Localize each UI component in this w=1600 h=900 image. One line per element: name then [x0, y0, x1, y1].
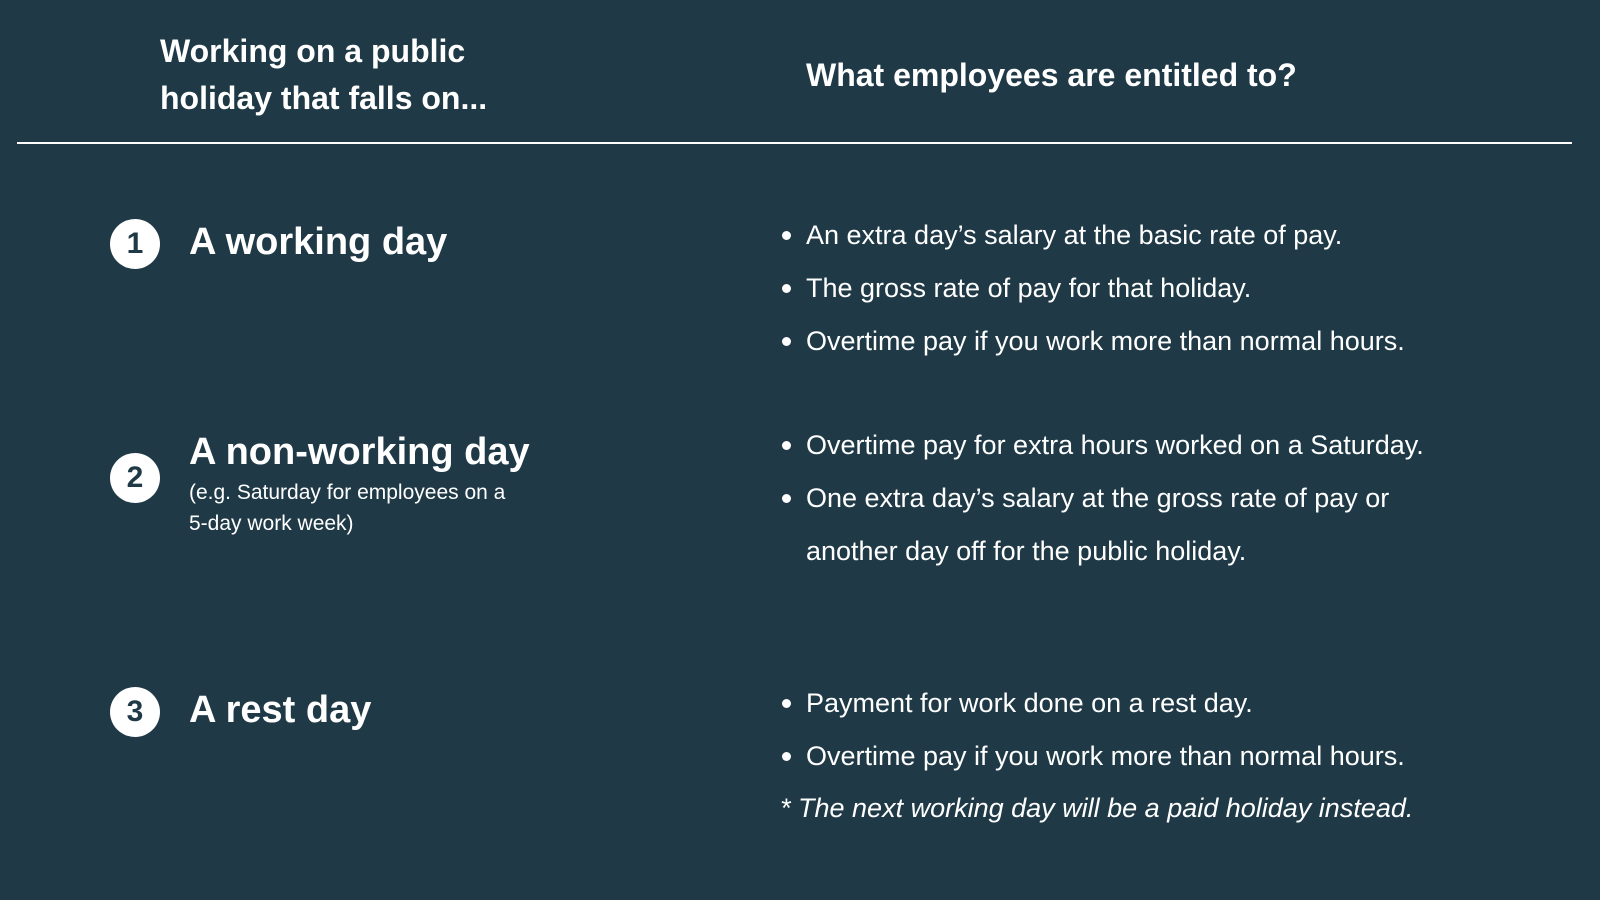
header-divider: [17, 142, 1572, 144]
row-2-title: A non-working day: [189, 431, 530, 473]
left-heading-line-2: holiday that falls on...: [160, 80, 488, 116]
list-item: Payment for work done on a rest day.: [780, 677, 1405, 730]
rest-day-footnote: * The next working day will be a paid holiday instead.: [780, 793, 1414, 823]
list-item-continuation: another day off for the public holiday.: [806, 536, 1247, 566]
list-item: Overtime pay if you work more than normal hours.: [780, 730, 1405, 783]
row-3-number-badge: 3: [110, 687, 160, 737]
row-2-note: [189, 477, 589, 539]
row-3-entitlements: [780, 677, 1405, 783]
row-2-entitlements: [780, 419, 1424, 578]
row-3-title: A rest day: [189, 689, 372, 731]
row-2-note-line-1: (e.g. Saturday for employees on a: [189, 481, 506, 504]
right-column-heading: What employees are entitled to?: [806, 57, 1297, 93]
list-item: Overtime pay if you work more than normal hours.: [780, 315, 1405, 368]
list-item: The gross rate of pay for that holiday.: [780, 262, 1405, 315]
left-heading-line-1: Working on a public: [160, 33, 466, 69]
left-column-heading: [160, 28, 580, 122]
list-item: Overtime pay for extra hours worked on a Saturday.: [780, 419, 1424, 472]
row-2-number-badge: 2: [110, 453, 160, 503]
row-1-title: A working day: [189, 221, 448, 263]
list-item: One extra day’s salary at the gross rate of pay or: [780, 472, 1424, 525]
row-1-entitlements: [780, 209, 1405, 368]
row-1-number-badge: 1: [110, 219, 160, 269]
row-2-note-line-2: 5-day work week): [189, 512, 354, 535]
list-item: An extra day’s salary at the basic rate of pay.: [780, 209, 1405, 262]
